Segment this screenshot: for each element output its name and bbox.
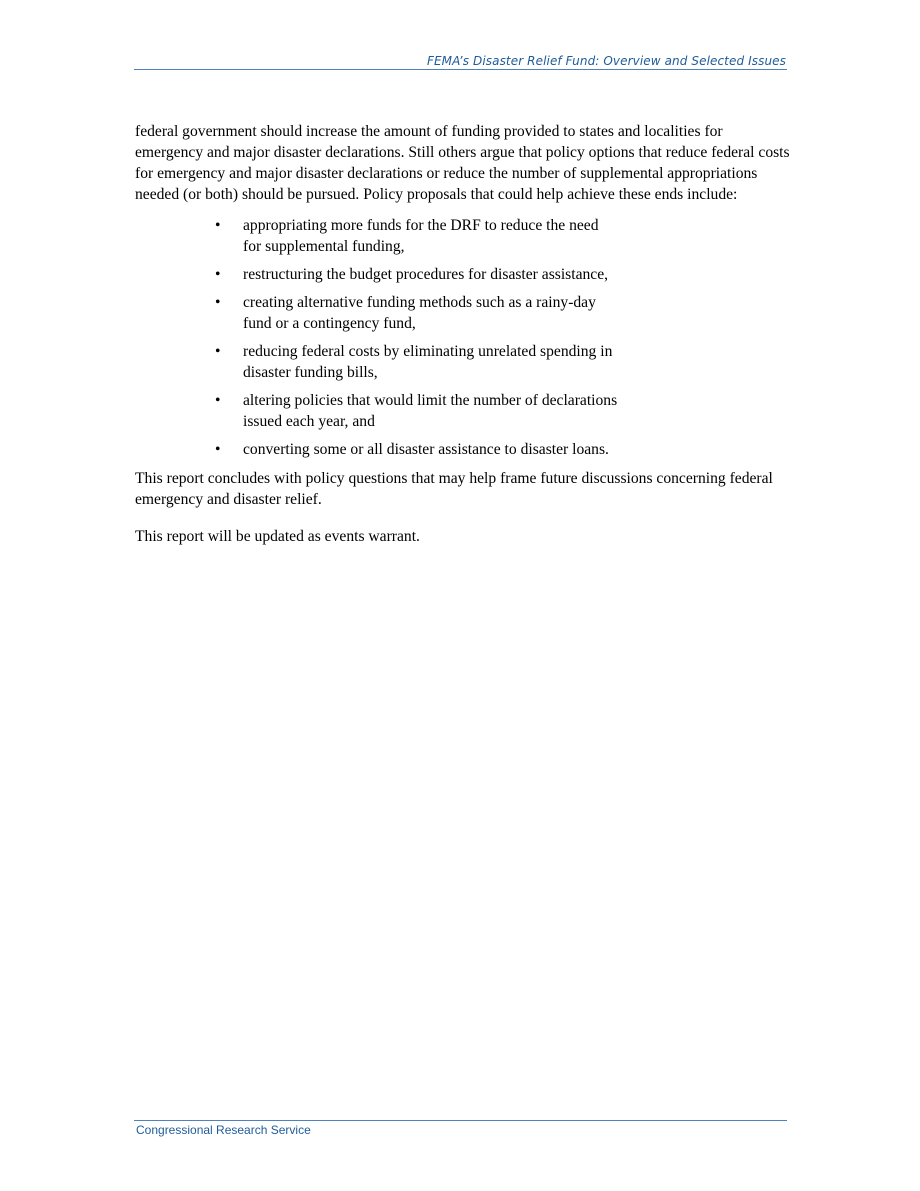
bullet-icon: • — [215, 266, 221, 283]
closing-paragraph: This report concludes with policy questions that may help frame future discussions concerning federal emergency and disaster relief. — [135, 470, 773, 508]
bullet-icon: • — [215, 217, 221, 234]
list-item — [135, 390, 618, 432]
list-item-text: reducing federal costs by eliminating unrelated spending in disaster funding bills, — [243, 343, 613, 381]
bullet-icon: • — [215, 441, 221, 458]
list-item — [135, 341, 618, 383]
footer-divider — [134, 1120, 787, 1121]
list-item — [135, 264, 618, 285]
list-item — [135, 439, 618, 460]
bullet-icon: • — [215, 392, 221, 409]
list-item-text: restructuring the budget procedures for disaster assistance, — [243, 266, 609, 283]
intro-paragraph: federal government should increase the amount of funding provided to states and localities for emergency and major disaster declarations. Still others argue that policy options that reduce federal costs for emergency and major disaster declarations or reduce the number of supplemental appropriations needed (or both) should be pursued. Policy proposals that could help achieve these ends include: — [135, 123, 790, 203]
bullet-icon: • — [215, 294, 221, 311]
list-item-text: appropriating more funds for the DRF to reduce the need for supplemental funding, — [243, 217, 599, 255]
update-note: This report will be updated as events warrant. — [135, 528, 420, 545]
bullet-icon: • — [215, 343, 221, 360]
list-item — [135, 292, 618, 334]
running-header-title: FEMA’s Disaster Relief Fund: Overview and Selected Issues — [426, 54, 786, 68]
header-divider — [134, 69, 787, 70]
policy-proposals-list — [135, 215, 790, 460]
body-content — [135, 121, 790, 547]
list-item-text: creating alternative funding methods such as a rainy-day fund or a contingency fund, — [243, 294, 596, 332]
list-item-text: altering policies that would limit the number of declarations issued each year, and — [243, 392, 618, 430]
list-item — [135, 215, 618, 257]
list-item-text: converting some or all disaster assistance to disaster loans. — [243, 441, 609, 458]
running-footer-organization: Congressional Research Service — [136, 1123, 311, 1137]
